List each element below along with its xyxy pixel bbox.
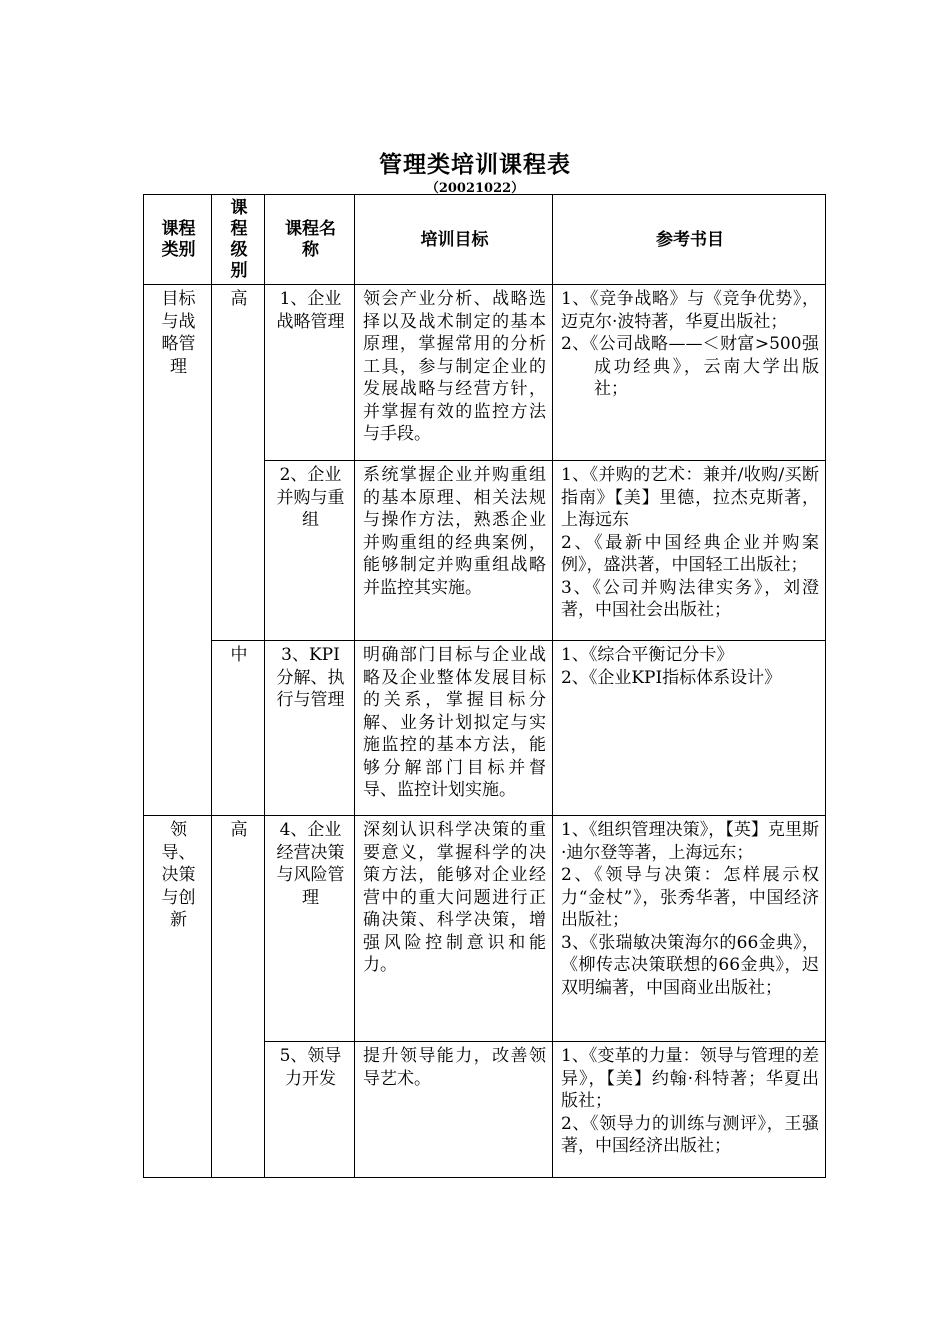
- level-cell: 高: [212, 816, 265, 1178]
- book-item: 2、《领导与决策：怎样展示权力“金杖”》，张秀华著，中国经济出版社；: [561, 865, 819, 930]
- goal-cell: 深刻认识科学决策的重要意义，掌握科学的决策方法，能够对企业经营中的重大问题进行正确决策、科学决策，增强风险控制意识和能力。: [355, 816, 553, 1042]
- course-table: [143, 194, 826, 1178]
- book-item: 2、《最新中国经典企业并购案例》，盛洪著，中国轻工出版社；: [561, 532, 819, 575]
- book-item: 2、《企业KPI指标体系设计》: [561, 667, 782, 688]
- goal-cell: 领会产业分析、战略选择以及战术制定的基本原理，掌握常用的分析工具，参与制定企业的发展战略与经营方针，并掌握有效的监控方法与手段。: [355, 285, 553, 461]
- header-level: 课程级别: [212, 195, 265, 285]
- book-item: 3、《公司并购法律实务》，刘澄著，中国社会出版社；: [561, 577, 819, 620]
- book-item: 1、《并购的艺术：兼并/收购/买断指南》【美】里德，拉杰克斯著，上海远东: [561, 465, 819, 530]
- header-name: 课程名称: [265, 195, 355, 285]
- book-item: 1、《变革的力量：领导与管理的差异》，【美】约翰·科特著；华夏出版社；: [561, 1046, 819, 1111]
- page-subtitle: （20021022）: [425, 181, 525, 196]
- goal-cell: 提升领导能力，改善领导艺术。: [355, 1042, 553, 1178]
- header-goal: 培训目标: [355, 195, 553, 285]
- book-item: 1、《组织管理决策》，【英】克里斯·迪尔登等著，上海远东；: [561, 820, 819, 863]
- course-name-cell: 3、KPI分解、执行与管理: [265, 641, 355, 816]
- course-name-cell: 1、企业战略管理: [265, 285, 355, 461]
- books-cell: [553, 1042, 826, 1178]
- category-cell: 目标与战略管理: [144, 285, 212, 816]
- books-cell: [553, 461, 826, 641]
- level-cell: 高: [212, 285, 265, 641]
- course-name-cell: 5、领导力开发: [265, 1042, 355, 1178]
- course-name-cell: 2、企业并购与重组: [265, 461, 355, 641]
- table-header-row: [144, 195, 826, 285]
- goal-cell: 系统掌握企业并购重组的基本原理、相关法规与操作方法，熟悉企业并购重组的经典案例，能够制定并购重组战略并监控其实施。: [355, 461, 553, 641]
- book-item: 2、《领导力的训练与测评》，王骚著，中国经济出版社；: [561, 1113, 819, 1156]
- level-cell: 中: [212, 641, 265, 816]
- header-category: 课程类别: [144, 195, 212, 285]
- table-row: [144, 285, 826, 461]
- table-row: [144, 816, 826, 1042]
- page-title: 管理类培训课程表: [379, 151, 571, 178]
- table-row: [144, 641, 826, 816]
- book-item: 1、《综合平衡记分卡》: [561, 645, 734, 665]
- goal-cell: 明确部门目标与企业战略及企业整体发展目标的关系，掌握目标分解、业务计划拟定与实施监控的基本方法，能够分解部门目标并督导、监控计划实施。: [355, 641, 553, 816]
- category-cell: 领导、决策与创新: [144, 816, 212, 1178]
- book-item: 2、《公司战略——＜财富>500强成功经典》，云南大学出版社；: [561, 334, 819, 399]
- book-item: 3、《张瑞敏决策海尔的66金典》，《柳传志决策联想的66金典》，迟双明编著，中国商业出版社；: [561, 932, 819, 998]
- books-cell: [553, 641, 826, 816]
- header-books: 参考书目: [553, 195, 826, 285]
- books-cell: [553, 285, 826, 461]
- course-name-cell: 4、企业经营决策与风险管理: [265, 816, 355, 1042]
- books-cell: [553, 816, 826, 1042]
- book-item: 1、《竞争战略》与《竞争优势》，迈克尔·波特著，华夏出版社；: [561, 289, 819, 332]
